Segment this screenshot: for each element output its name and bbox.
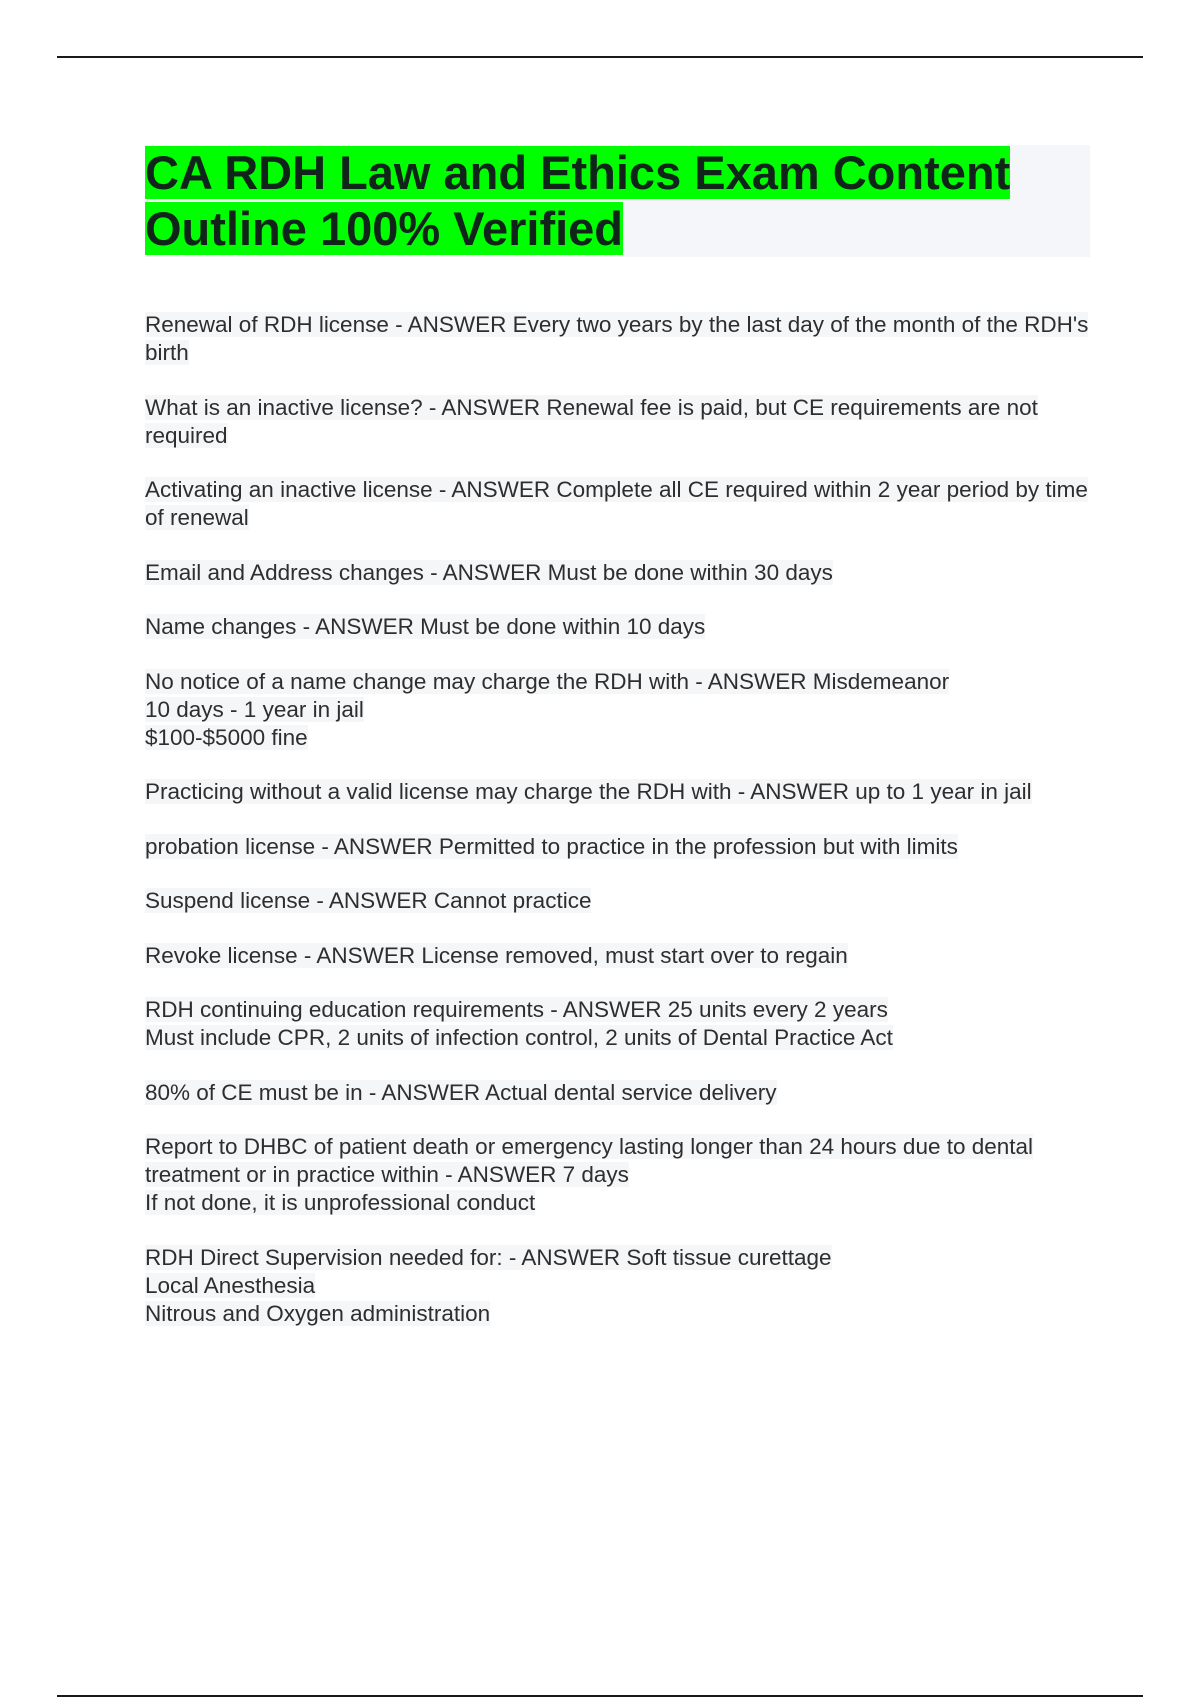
qa-item: [145, 668, 1090, 752]
qa-item-text: Report to DHBC of patient death or emergency lasting longer than 24 hours due to dental treatment or in practice within - ANSWER 7 days If not done, it is unprofessional conduct: [145, 1134, 1034, 1215]
title-line-1: CA RDH Law and Ethics Exam Content: [145, 146, 1011, 199]
qa-item-text: Activating an inactive license - ANSWER Complete all CE required within 2 year period by time of renewal: [145, 477, 1088, 530]
qa-item-text: RDH Direct Supervision needed for: - ANSWER Soft tissue curettage Local Anesthesia Nitrous and Oxygen administration: [145, 1244, 832, 1326]
qa-item-text: Renewal of RDH license - ANSWER Every two years by the last day of the month of the RDH's birth: [145, 312, 1089, 365]
qa-item: [145, 942, 1090, 970]
qa-item-text: Revoke license - ANSWER License removed, must start over to regain: [145, 942, 848, 968]
qa-item: [145, 833, 1090, 861]
qa-item: [145, 887, 1090, 915]
qa-list: [145, 311, 1090, 1354]
qa-item: [145, 778, 1090, 806]
qa-item-text: Email and Address changes - ANSWER Must be done within 30 days: [145, 559, 833, 585]
qa-item-text: No notice of a name change may charge the RDH with - ANSWER Misdemeanor 10 days - 1 year in jail $100-$5000 fine: [145, 668, 950, 750]
page-title: [145, 145, 1090, 257]
top-rule: [57, 56, 1143, 58]
qa-item: [145, 1079, 1090, 1107]
qa-item: [145, 476, 1090, 532]
bottom-rule: [57, 1695, 1143, 1697]
qa-item-text: Practicing without a valid license may charge the RDH with - ANSWER up to 1 year in jail: [145, 779, 1032, 804]
qa-item-text: Name changes - ANSWER Must be done within 10 days: [145, 614, 706, 639]
qa-item-text: probation license - ANSWER Permitted to practice in the profession but with limits: [145, 833, 958, 859]
qa-item-text: 80% of CE must be in - ANSWER Actual dental service delivery: [145, 1079, 777, 1105]
qa-item-text: What is an inactive license? - ANSWER Renewal fee is paid, but CE requirements are not required: [145, 394, 1038, 448]
title-line-2: Outline 100% Verified: [145, 202, 624, 255]
qa-item: [145, 996, 1090, 1052]
title-block: [145, 145, 1090, 257]
qa-item: [145, 559, 1090, 587]
qa-item-text: RDH continuing education requirements - ANSWER 25 units every 2 years Must include CPR, 2 units of infection control, 2 units of Dental Practice Act: [145, 997, 893, 1050]
qa-item: [145, 1133, 1090, 1217]
qa-item: [145, 1244, 1090, 1328]
qa-item-text: Suspend license - ANSWER Cannot practice: [145, 888, 592, 913]
qa-item: [145, 613, 1090, 641]
qa-item: [145, 394, 1090, 450]
qa-item: [145, 311, 1090, 367]
